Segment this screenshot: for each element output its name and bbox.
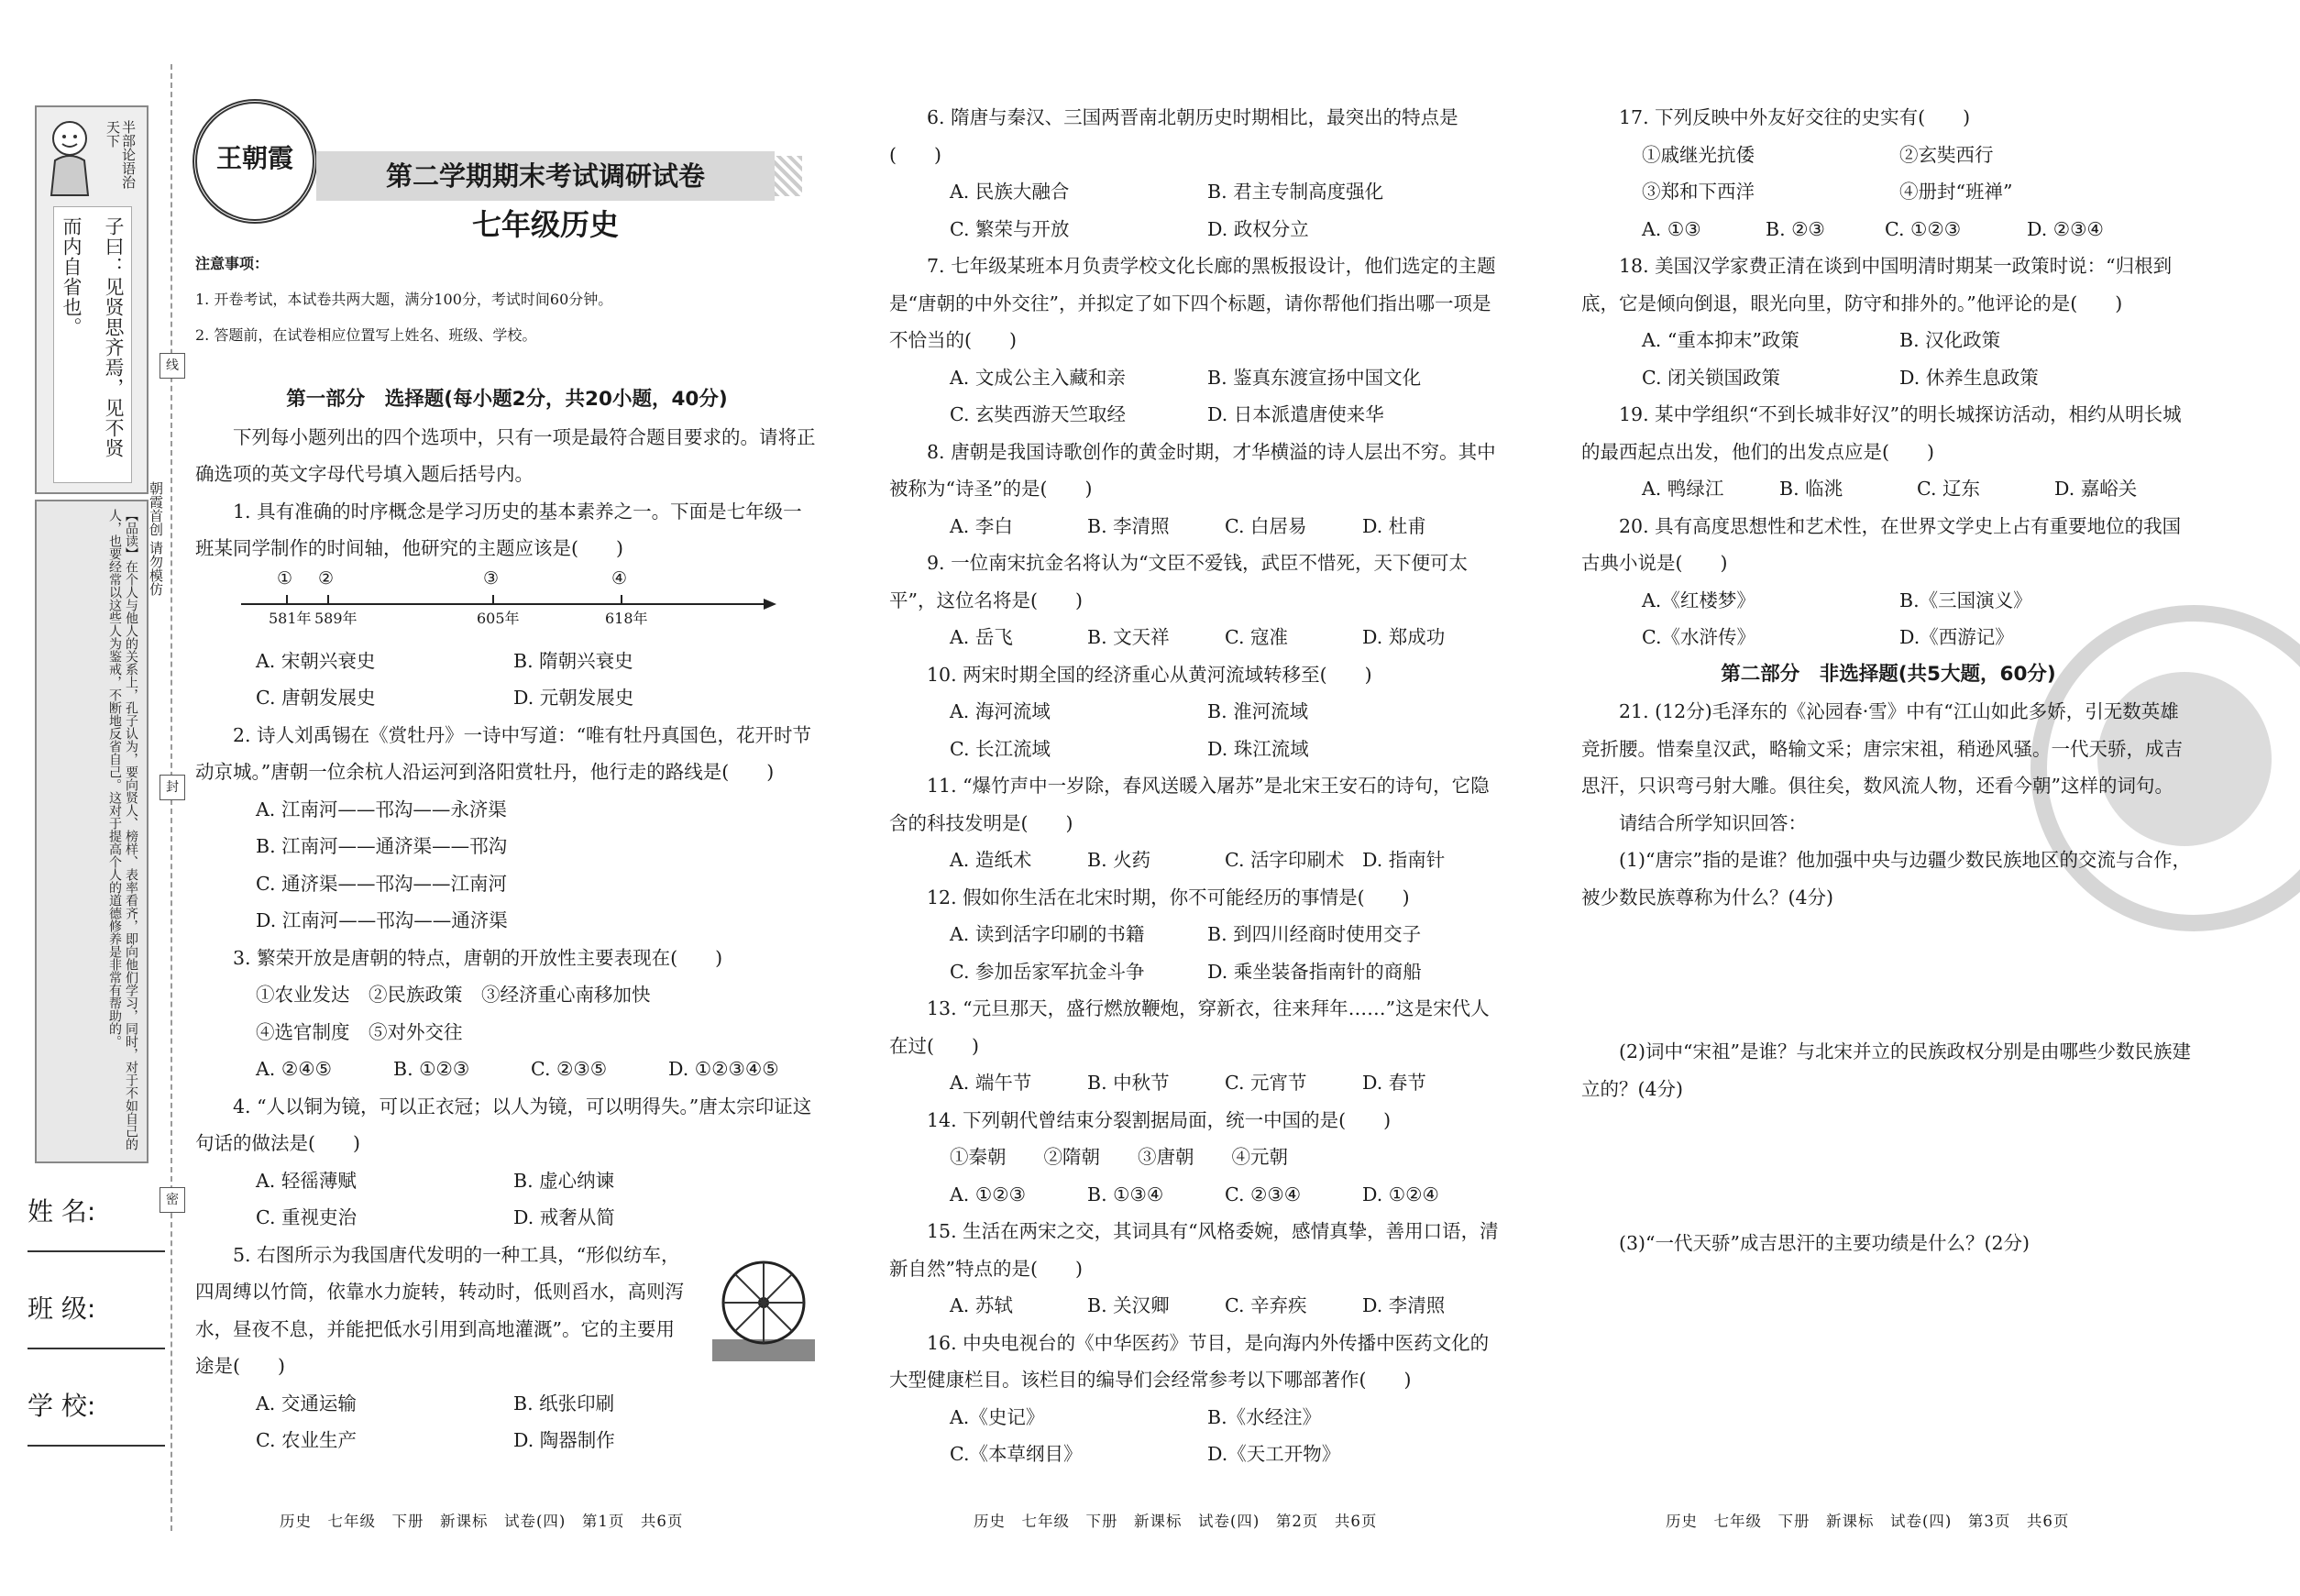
- question-16: 16. 中央电视台的《中华医药》节目，是向海内外传播中医药文化的大型健康栏目。该栏目的编导们会经常参考以下哪部著作( ): [889, 1331, 1490, 1391]
- instruction-item: 1. 开卷考试，本试卷共两大题，满分100分，考试时间60分钟。: [195, 291, 613, 308]
- option[interactable]: C. 参加岳家军抗金斗争: [950, 960, 1145, 983]
- option[interactable]: C.《水浒传》: [1642, 626, 1755, 648]
- confucius-quote: [53, 206, 132, 483]
- pindu-text: 【品读】在个人与他人的关系上，孔子认为，要向贤人、榜样、表率看齐，即向他们学习，同时，对于不如自己的人，也要经常以这些人为鉴戒，不断地反省自己。这对于提高个人的道德修养是非常有帮助的。: [107, 509, 138, 1150]
- option[interactable]: D.《天工开物》: [1207, 1443, 1341, 1465]
- option[interactable]: A. 端午节: [950, 1072, 1032, 1094]
- pindu-box: [35, 500, 149, 1163]
- option[interactable]: A. 读到活字印刷的书籍: [950, 923, 1145, 945]
- timeline-year-1: 581年: [269, 609, 312, 627]
- option[interactable]: B. 江南河——通济渠——邗沟: [256, 835, 508, 857]
- option[interactable]: C. 繁荣与开放: [950, 217, 1070, 240]
- option[interactable]: B. ①③④: [1087, 1183, 1164, 1205]
- option[interactable]: B.《水经注》: [1207, 1405, 1322, 1428]
- option[interactable]: D. 陶器制作: [513, 1429, 615, 1451]
- answer-space[interactable]: [1581, 916, 2195, 1033]
- option[interactable]: B.《三国演义》: [1899, 589, 2032, 611]
- option[interactable]: A. 宋朝兴衰史: [256, 649, 376, 672]
- option[interactable]: D. 政权分立: [1207, 217, 1309, 240]
- option[interactable]: A.《史记》: [950, 1405, 1045, 1428]
- name-field[interactable]: 姓 名:: [28, 1192, 165, 1252]
- option[interactable]: B. 隋朝兴衰史: [513, 649, 633, 672]
- timeline-mark-1: ①: [277, 567, 293, 589]
- option[interactable]: D. ①②③④⑤: [668, 1058, 779, 1080]
- question-3: 3. 繁荣开放是唐朝的特点，唐朝的开放性主要表现在( ): [233, 946, 723, 969]
- option[interactable]: D. ②③④: [2027, 217, 2104, 240]
- question-4: 4. “人以铜为镜，可以正衣冠；以人为镜，可以明得失。”唐太宗印证这句话的做法是( ): [195, 1095, 812, 1154]
- option[interactable]: B. 君主专制高度强化: [1207, 181, 1384, 203]
- option[interactable]: D. 珠江流域: [1207, 737, 1309, 760]
- option[interactable]: C. 辛弃疾: [1225, 1294, 1307, 1316]
- option[interactable]: D.《西游记》: [1899, 626, 2014, 648]
- student-info-fields: [28, 1192, 165, 1483]
- option[interactable]: C. 白居易: [1225, 514, 1307, 537]
- banner-title: 半部论语治天下: [105, 120, 137, 189]
- option[interactable]: C. 重视吏治: [256, 1206, 357, 1228]
- brand-logo-text: 王朝霞: [215, 143, 293, 173]
- page-1-footer: 历史 七年级 下册 新课标 试卷(四) 第1页 共6页: [280, 1513, 684, 1530]
- timeline-mark-3: ③: [483, 567, 500, 589]
- option[interactable]: A. ①②③: [950, 1183, 1026, 1205]
- option[interactable]: B. 汉化政策: [1899, 329, 2001, 351]
- option[interactable]: C. 辽东: [1917, 478, 1980, 500]
- page-2-column: [889, 99, 1503, 1473]
- question-21-prompt: 请结合所学知识回答：: [1619, 811, 1807, 834]
- question-2: 2. 诗人刘禹锡在《赏牡丹》一诗中写道：“唯有牡丹真国色，花开时节动京城。”唐朝一位余杭人沿运河到洛阳赏牡丹，他行走的路线是( ): [195, 723, 812, 783]
- option[interactable]: A. 江南河——邗沟——永济渠: [256, 798, 507, 820]
- question-20: 20. 具有高度思想性和艺术性，在世界文学史上占有重要地位的我国古典小说是( ): [1581, 514, 2182, 574]
- page-3-footer: 历史 七年级 下册 新课标 试卷(四) 第3页 共6页: [1666, 1513, 2070, 1530]
- quote-box: [35, 105, 149, 494]
- quote-line-2: 而内自省也。: [61, 216, 83, 337]
- class-field[interactable]: 班 级:: [28, 1289, 165, 1349]
- option[interactable]: C. 长江流域: [950, 737, 1051, 760]
- question-21-part-2: (2)词中“宋祖”是谁？与北宋并立的民族政权分别是由哪些少数民族建立的？(4分): [1581, 1040, 2191, 1100]
- option[interactable]: A. 交通运输: [256, 1392, 357, 1414]
- timeline-year-3: 605年: [477, 609, 520, 627]
- cut-label-feng: 封: [160, 775, 185, 800]
- question-8: 8. 唐朝是我国诗歌创作的黄金时期，才华横溢的诗人层出不穷。其中被称为“诗圣”的是( ): [889, 440, 1496, 500]
- option[interactable]: A. 轻徭薄赋: [256, 1169, 357, 1192]
- copyright-note: 朝霞首创 请勿模仿: [148, 481, 164, 596]
- option[interactable]: D. 休养生息政策: [1899, 366, 2039, 389]
- question-15: 15. 生活在两宋之交，其词具有“风格委婉，感情真挚，善用口语，清新自然”特点的是( ): [889, 1220, 1499, 1280]
- option[interactable]: D. 日本派遣唐使来华: [1207, 403, 1384, 425]
- question-10: 10. 两宋时期全国的经济重心从黄河流域转移至( ): [927, 663, 1372, 686]
- option[interactable]: A.《红楼梦》: [1642, 589, 1755, 611]
- option[interactable]: A. 民族大融合: [950, 181, 1070, 203]
- option[interactable]: B. 鉴真东渡宣扬中国文化: [1207, 366, 1422, 389]
- section-2-title: 第二部分 非选择题(共5大题，60分): [1721, 662, 2056, 686]
- option[interactable]: B. ②③: [1766, 217, 1825, 240]
- option[interactable]: C. 闭关锁国政策: [1642, 366, 1780, 389]
- option[interactable]: D. 指南针: [1362, 849, 1446, 871]
- option[interactable]: B. 中秋节: [1087, 1072, 1170, 1094]
- option[interactable]: C. 寇准: [1225, 626, 1288, 648]
- question-12: 12. 假如你生活在北宋时期，你不可能经历的事情是( ): [927, 886, 1410, 908]
- question-14-items: ①秦朝 ②隋朝 ③唐朝 ④元朝: [950, 1146, 1288, 1168]
- timeline-year-2: 589年: [314, 609, 358, 627]
- instructions: [195, 246, 819, 353]
- instruction-item: 2. 答题前，在试卷相应位置写上姓名、班级、学校。: [195, 326, 537, 344]
- question-17-item: ③郑和下西洋: [1642, 181, 1755, 203]
- page-1-column: [195, 381, 819, 1459]
- question-17-item: ①戚继光抗倭: [1642, 143, 1755, 166]
- school-field[interactable]: 学 校:: [28, 1386, 165, 1447]
- question-19: 19. 某中学组织“不到长城非好汉”的明长城探访活动，相约从明长城的最西起点出发，他们的出发点应是( ): [1581, 403, 2182, 463]
- question-14: 14. 下列朝代曾结束分裂割据局面，统一中国的是( ): [927, 1108, 1392, 1131]
- question-11: 11. “爆竹声中一岁除，春风送暖入屠苏”是北宋王安石的诗句，它隐含的科技发明是( ): [889, 775, 1490, 834]
- option[interactable]: D. 嘉峪关: [2054, 478, 2138, 500]
- section-1-title: 第一部分 选择题(每小题2分，共20小题，40分): [286, 388, 728, 411]
- option[interactable]: C. ①②③: [1885, 217, 1962, 240]
- question-17-item: ④册封“班禅”: [1899, 181, 2013, 203]
- option[interactable]: D. 江南河——邗沟——通济渠: [256, 909, 508, 931]
- question-1: 1. 具有准确的时序概念是学习历史的基本素养之一。下面是七年级一班某同学制作的时间轴，他研究的主题应该是( ): [195, 500, 802, 559]
- question-3-item: ④选官制度 ⑤对外交往: [256, 1020, 463, 1043]
- answer-space[interactable]: [1581, 1107, 2195, 1225]
- cut-label-xian: 线: [160, 353, 185, 379]
- option[interactable]: A. 苏轼: [950, 1294, 1013, 1316]
- option[interactable]: A. 鸭绿江: [1642, 478, 1724, 500]
- exam-subtitle: 七年级历史: [471, 207, 619, 242]
- option[interactable]: A. 造纸术: [950, 849, 1032, 871]
- page-2-footer: 历史 七年级 下册 新课标 试卷(四) 第2页 共6页: [974, 1513, 1378, 1530]
- option[interactable]: C. 农业生产: [256, 1429, 357, 1451]
- option[interactable]: B. 文天祥: [1087, 626, 1170, 648]
- option[interactable]: D. 杜甫: [1362, 514, 1426, 537]
- water-wheel-image: [709, 1255, 819, 1365]
- option[interactable]: C. 通济渠——邗沟——江南河: [256, 872, 507, 895]
- question-9: 9. 一位南宋抗金名将认为“文臣不爱钱，武臣不惜死，天下便可太平”，这位名将是( ): [889, 552, 1469, 611]
- option[interactable]: B. 纸张印刷: [513, 1392, 615, 1414]
- title-decoration: [775, 156, 802, 196]
- option[interactable]: A. “重本抑末”政策: [1642, 329, 1799, 351]
- option[interactable]: D. 元朝发展史: [513, 687, 634, 709]
- question-21-part-3: (3)“一代天骄”成吉思汗的主要功绩是什么？(2分): [1619, 1232, 2030, 1254]
- option[interactable]: A. ②④⑤: [256, 1058, 332, 1080]
- quote-line-1: 子曰：见贤思齐焉，见不贤: [103, 216, 125, 458]
- option[interactable]: A. 李白: [950, 514, 1013, 537]
- option[interactable]: A. 海河流域: [950, 700, 1051, 722]
- option[interactable]: D. 郑成功: [1362, 626, 1446, 648]
- question-17-item: ②玄奘西行: [1899, 143, 1994, 166]
- option[interactable]: D. 春节: [1362, 1072, 1426, 1094]
- option[interactable]: C. 玄奘西游天竺取经: [950, 403, 1126, 425]
- option[interactable]: C. ②③④: [1225, 1183, 1302, 1205]
- option[interactable]: C. 活字印刷术: [1225, 849, 1345, 871]
- option[interactable]: B. 关汉卿: [1087, 1294, 1170, 1316]
- question-21-part-1: (1)“唐宗”指的是谁？他加强中央与边疆少数民族地区的交流与合作，被少数民族尊称为什么？(4分): [1581, 849, 2191, 908]
- exam-title: 第二学期期末考试调研试卷: [316, 151, 775, 201]
- option[interactable]: C. ②③⑤: [531, 1058, 608, 1080]
- option[interactable]: D. 乘坐装备指南针的商船: [1207, 960, 1422, 983]
- question-6: 6. 隋唐与秦汉、三国两晋南北朝历史时期相比，最突出的特点是( ): [889, 106, 1458, 166]
- question-7: 7. 七年级某班本月负责学校文化长廊的黑板报设计，他们选定的主题是“唐朝的中外交往”，并拟定了如下四个标题，请你帮他们指出哪一项是不恰当的( ): [889, 255, 1496, 351]
- option[interactable]: B. ①②③: [393, 1058, 470, 1080]
- cut-label-mi: 密: [160, 1187, 185, 1213]
- option[interactable]: D. 戒奢从简: [513, 1206, 615, 1228]
- option[interactable]: C. 唐朝发展史: [256, 687, 376, 709]
- option[interactable]: C.《本草纲目》: [950, 1443, 1083, 1465]
- option[interactable]: A. 岳飞: [950, 626, 1013, 648]
- question-5: 5. 右图所示为我国唐代发明的一种工具，“形似纺车，四周缚以竹筒，依靠水力旋转，转动时，低则舀水，高则泻水，昼夜不息，并能把低水引用到高地灌溉”。它的主要用途是( ): [195, 1243, 684, 1377]
- instructions-heading: 注意事项：: [195, 255, 270, 272]
- option[interactable]: A. ①③: [1642, 217, 1701, 240]
- timeline-mark-4: ④: [611, 567, 628, 589]
- option[interactable]: C. 元宵节: [1225, 1072, 1307, 1094]
- timeline-mark-2: ②: [318, 567, 335, 589]
- timeline: [195, 567, 819, 643]
- question-17: 17. 下列反映中外友好交往的史实有( ): [1619, 106, 1971, 128]
- option[interactable]: B. 到四川经商时使用交子: [1207, 923, 1422, 945]
- timeline-year-4: 618年: [605, 609, 648, 627]
- option[interactable]: B. 淮河流域: [1207, 700, 1309, 722]
- section-1-intro: 下列每小题列出的四个选项中，只有一项是最符合题目要求的。请将正确选项的英文字母代号填入题后括号内。: [195, 425, 816, 485]
- option[interactable]: D. 李清照: [1362, 1294, 1446, 1316]
- option[interactable]: B. 虚心纳谏: [513, 1169, 615, 1192]
- option[interactable]: A. 文成公主入藏和亲: [950, 366, 1126, 389]
- option[interactable]: D. ①②④: [1362, 1183, 1439, 1205]
- question-13: 13. “元旦那天，盛行燃放鞭炮，穿新衣，往来拜年……”这是宋代人在过( ): [889, 997, 1490, 1057]
- question-3-item: ①农业发达 ②民族政策 ③经济重心南移加快: [256, 984, 651, 1006]
- option[interactable]: B. 火药: [1087, 849, 1151, 871]
- option[interactable]: B. 李清照: [1087, 514, 1170, 537]
- question-18: 18. 美国汉学家费正清在谈到中国明清时期某一政策时说：“归根到底，它是倾向倒退，眼光向里，防守和排外的。”他评论的是( ): [1581, 255, 2173, 314]
- page-3-column: [1581, 99, 2195, 1262]
- option[interactable]: B. 临洮: [1779, 478, 1843, 500]
- question-21: 21. (12分)毛泽东的《沁园春·雪》中有“江山如此多娇，引无数英雄竞折腰。惜秦皇汉武，略输文采；唐宗宋祖，稍逊风骚。一代天骄，成吉思汗，只识弯弓射大雕。俱往矣，数风流人物，还看今朝”这样的词句。: [1581, 700, 2183, 797]
- confucius-banner: [42, 115, 139, 199]
- brand-logo: [193, 99, 317, 224]
- confucius-figure-icon: [42, 115, 97, 197]
